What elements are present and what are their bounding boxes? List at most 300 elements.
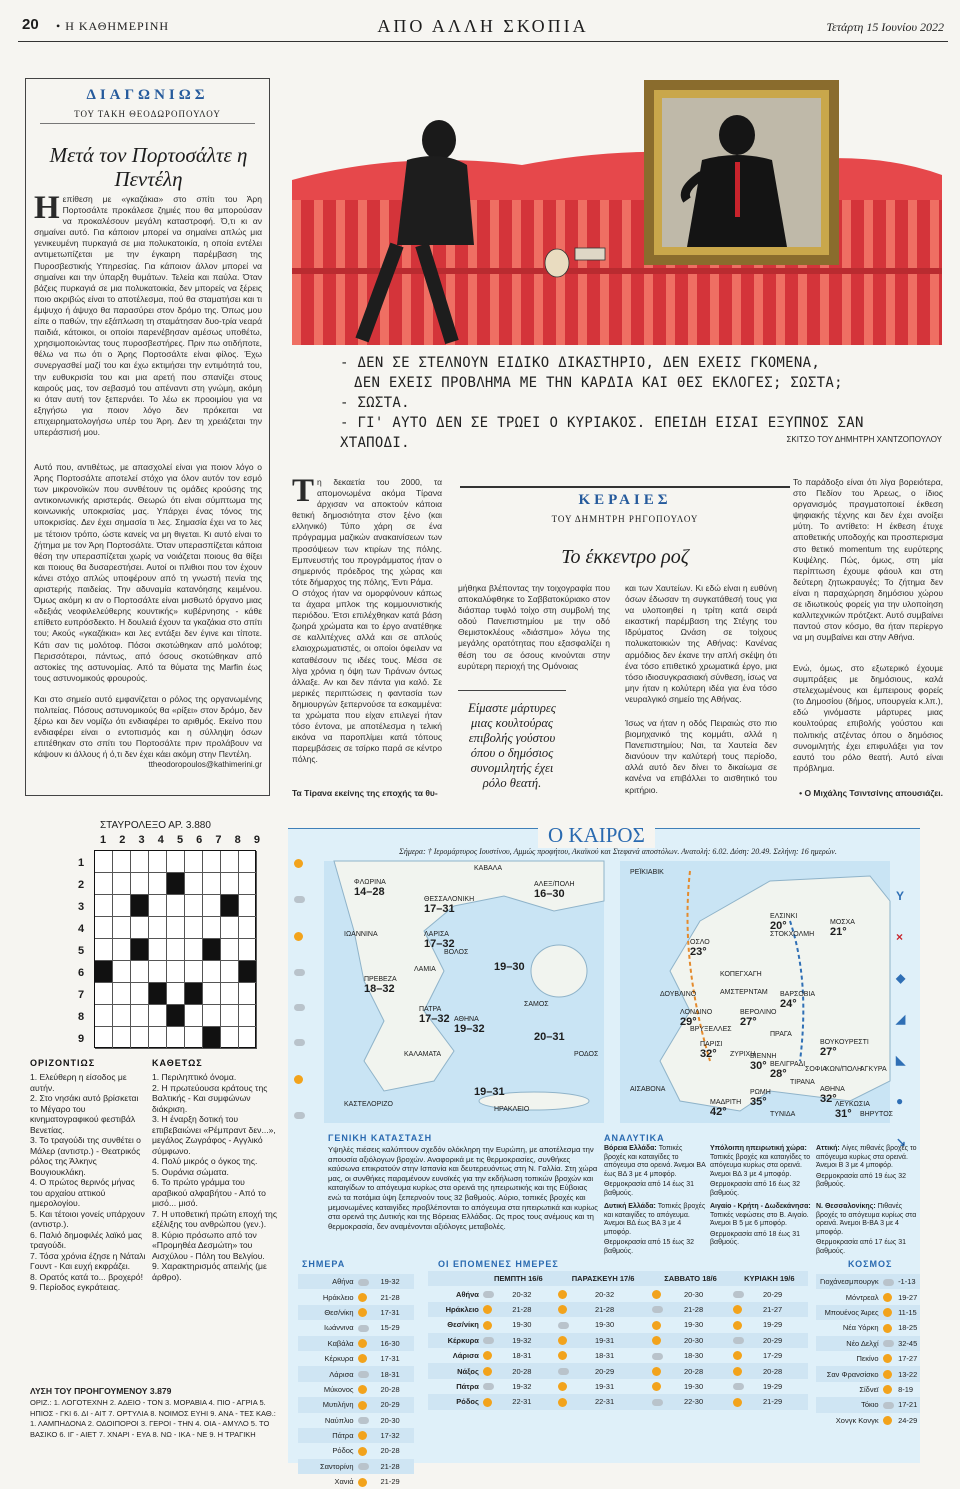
table-cell [481,1286,510,1301]
table-row [298,1413,414,1428]
clue: 4. Ο πρώτος θερινός μήνας του αρχαίου αττικού ημερολογίου. [30,1177,135,1208]
map-city-name: ΛΕΥΚΩΣΙΑ [835,1101,870,1108]
map-city [494,1106,529,1113]
crossword-cell[interactable] [95,983,113,1005]
crossword-cell[interactable] [221,983,239,1005]
table-cell [356,1289,379,1304]
solution-title: ΛΥΣΗ ΤΟΥ ΠΡΟΗΓΟΥΜΕΝΟΥ 3.879 [30,1386,172,1396]
map-city-name: ΜΟΣΧΑ [830,919,855,926]
crossword-cell[interactable] [203,983,221,1005]
crossword-cell[interactable] [113,961,131,983]
crossword-grid[interactable] [94,850,256,1048]
table-cell: Μυτιλήνη [298,1397,356,1412]
table-row [816,1413,920,1428]
table-cell: Μόντρεαλ [845,1292,879,1302]
table-cell [881,1274,896,1289]
detail-card [816,1145,918,1190]
crossword-cell[interactable] [185,939,203,961]
cloud-icon [358,1463,369,1470]
map-city-name: ΠΑΡΙΣΙ [700,1041,723,1048]
crossword-cell[interactable] [131,1005,149,1027]
map-city-name: ΜΑΔΡΙΤΗ [710,1099,742,1106]
article-heading: ΚΕΡΑΙΕΣ [578,492,672,508]
map-city-name: ΚΑΒΑΛΑ [474,865,503,872]
crossword-cell[interactable] [185,961,203,983]
clue: 5. Ουράνια σώματα. [152,1166,229,1177]
map-city [710,1099,741,1118]
wind-icon: ↘ [896,1135,907,1149]
table-cell [881,1289,896,1304]
cloud-icon [558,1322,569,1329]
map-city [344,1101,393,1108]
clue: 6. Παλιό δημοφιλές λαϊκό μας τραγούδι. [30,1229,142,1250]
article-col-1b: Ο στόχος ήταν να ομορφύνουν κάπως τα άχαρα μπλοκ της κομμουνιστικής περιόδου. Έτσι επιλέχθηκαν κατά βάση ζωηρά χρώματα και το έργο ανατέθηκε σε καλλιτέχνες αλλά και σε απλούς ελαιοχρωματιστές, οι οποίοι όφειλαν να καταθέσουν τις ιδέες τους. Μέσα σε λίγα χρόνια η όψη των Τιράνων όντως άλλαξε. Αν και δεν πάντα για καλό. Σε μερικές περιπτώσεις η φαντασία των δημιουργών ξεπερνούσε τα εσκαμμένα: τα χρώματα που είχαν επιλεγεί ήταν τόσο έντονα, με αποτέλεσμα η τελική εικόνα να παροπλίμει κατά τόπους παρεμβάσεις σε τσίρκο παρά σε κέντρο πόλης. [292,588,442,765]
table-cell: 32-45 [896,1336,920,1351]
crossword-cell[interactable] [167,873,185,895]
detail-region: Υπόλοιπη ηπειρωτική χώρα: [710,1145,807,1152]
crossword-cell[interactable] [185,851,203,873]
table-cell: 21-27 [761,1302,808,1317]
map-city-name: ΚΟΠΕΓΧΑΓΗ [720,971,762,978]
table-cell [481,1379,510,1394]
cloud-icon [294,969,305,976]
crossword-cell[interactable] [239,917,257,939]
crossword-cell[interactable] [167,939,185,961]
crossword-cell[interactable] [239,1027,257,1049]
sun-icon [358,1308,367,1317]
detail-region: Ν. Θεσσαλονίκης: [816,1203,878,1210]
map-city-name: ΖΥΡΙΧΗ [730,1051,756,1058]
crossword-cell[interactable] [149,983,167,1005]
sun-icon [652,1336,661,1345]
crossword-cell[interactable] [239,939,257,961]
map-city [534,881,575,900]
column-paragraph-2: Αυτό που, αντιθέτως, με απασχολεί είναι για ποιον λόγο ο Άρης Πορτοσάλτε αποτελεί στόχο για όλον αυτόν τον εσμό των μικρονοϊκών που συνθέτουν τις ομάδες κρούσης της αντικοινωνικής αριστεράς. Θεωρώ ότι είναι σύμπτωμα της κοινωνικής υποκρισίας μας. Υπάρχει ένας τόνος της υποκρισίας. Δεν έχει σημασία τι λες. Σημασία έχει να το λες με τέτοιον τρόπο, ώστε κανείς να μη θιγεται. Κι αυτό είναι το ζήτημα με τον Άρη Πορτοσάλτε. Όταν υπερασπίζεται κάποια θέση την υπερασπίζεται χωρίς να νοιάζεται ποιους θα θίξει και ποιους θα δυσαρεστήσει. Αυτοί οι πλιθιοι που τον έχουν κάνει στόχο απλώς υποφέρουν από τη γνωστή πενία της αριστερής παιδείας. Την αδυναμία κατανόησης κειμένου. Όμως ακόμη κι αν ο Πορτοσάλτε είναι μισθωτό όργανο μιας «δεξιάς νεοφιλελεύθερης κουντικής» κυβέρνησης - κάθε επίθετο ευπρόσδεκτο. Η δουλειά έχουν τα γκαζάκια στο σπίτι του; Ακούς «γκαζάκια» και λες εντάξει δεν έγινε και τίποτε. Κάτι σαν τις μολότοφ. Πόσοι σκοτώθηκαν από μολότοφ; Περισσότεροι, πάντως, από όσους σκοτώθηκαν από αστοκίες της αστυνομίας. Από τα θύματα της Marfin έως τους αστυνομικούς φρουρούς. [34,462,262,683]
table-cell: Μπουένος Άιρες [816,1305,881,1320]
sun-icon [294,1075,303,1084]
detail-temp: Θερμοκρασία από 14 έως 31 βαθμούς. [604,1181,695,1197]
crossword-cell[interactable] [113,939,131,961]
sun-icon [883,1324,892,1333]
table-cell: ΠΕΜΠΤΗ 16/6 [481,1271,556,1286]
crossword-cell[interactable] [203,873,221,895]
table-cell: Νάξος [428,1363,481,1378]
crossword-cell[interactable] [149,961,167,983]
crossword-cell[interactable] [185,917,203,939]
crossword-cell[interactable] [203,917,221,939]
table-cell: 20-28 [761,1363,808,1378]
detail-temp: Θερμοκρασία από 18 έως 31 βαθμούς. [710,1230,801,1247]
weather-subtitle: Σήμερα: † Ιερομάρτυρος Ιουστίνου, Αμμώς προφήτου, Ακαϊκού και Στεφανά αποστόλων. Ανατολή: 6.02. Δύση: 20.49. Σελήνη: 16 ημερών. [399,847,837,856]
crossword-cell[interactable] [95,873,113,895]
crossword-cell[interactable] [221,917,239,939]
map-city [720,971,762,978]
table-row [816,1305,920,1320]
crossword-cell[interactable] [113,851,131,873]
crossword-cell[interactable] [131,983,149,1005]
weather-section [288,823,920,1487]
column-paragraph-1: Ηεπίθεση με «γκαζάκια» στο σπίτι του Άρη Πορτοσάλτε προκάλεσε ζημιές που θα μπορούσαν να προκαλέσουν μεγάλη καταστροφή. Ό,τι κι αν σημαίνει αυτό. Για κάποιον μπορεί να σημαίνει απλώς μια γενικευμένη πυρκαγιά σε μια πολυκατοικία, η οποία εντέλει αντιμετωπίζεται με την έγκαιρη παρέμβαση της Πυροσβεστικής Υπηρεσίας. Για κάποιον άλλον μπορεί να σημαίνει και την ύπαρξη θυμάτων. Τελεία και παύλα. Όταν βάζεις πυρκαγιά σε μια πολυκατοικία, δεν μπορείς να ξέρεις ποιο ακριβώς είναι το αποτέλεσμα, πού θα σταματήσει και τι έμψυχο ή άψυχο θα παρασύρει στον δρόμο της. Όπως μου είπε ο παθών, την εξάπλωση τη σταμάτησαν δυο-τρία νεαρά παιδιά, κάτοικοι, οι οποίοι παρενέβησαν αμέσως υποθέτω, χρησιμοποιώντας τους πυροσβεστήρες. Πριν πω οτιδήποτε, θέλω να πω ότι ο Άρης Πορτοσάλτε είναι φίλος. Έχω συνεργασθεί μαζί του και έχω εκτιμήσει την εντιμότητά του, την ευθυκρισία του και μια αρετή που σπανίζει στους καιρούς μας, τον σεβασμό του απέναντι στη γνώμη, ακόμη κι όταν αυτή τον ξεπερνάει. Το λέω εκ προοιμίου για να εξηγήσω για ποιον λόγο δεν πρόκειται να επιχειρηματολογήσω υπέρ του Άρη. Δεν τη χρειάζεται την υπεράσπισή μου. [34,190,262,437]
table-cell: 18-31 [512,1351,532,1361]
sun-icon [883,1416,892,1425]
table-cell: Ρόδος [428,1394,481,1409]
crossword-cell[interactable] [203,1027,221,1049]
crossword-cell[interactable] [239,873,257,895]
crossword-cell[interactable] [239,961,257,983]
sun-icon [652,1367,661,1376]
table-cell [356,1397,379,1412]
sun-icon [558,1398,567,1407]
cloud-icon [358,1371,369,1378]
table-row [298,1336,414,1351]
map-city-name: ΒΗΡΥΤΟΣ [860,1111,893,1118]
table-cell: Αθήνα [456,1289,479,1299]
cloud-icon [558,1368,569,1375]
map-city [820,1039,869,1058]
crossword-cell[interactable] [185,895,203,917]
map-city-name: ΤΙΡΑΝΑ [790,1079,815,1086]
europe-labels [620,861,893,1123]
crossword-cell[interactable] [95,851,113,873]
map-city-name: ΠΑΤΡΑ [419,1006,442,1013]
table-cell [731,1333,761,1348]
column-title: Μετά τον Πορτοσάλτε η Πεντέλη [49,143,248,191]
sun-icon [294,859,303,868]
crossword-cell[interactable] [167,1027,185,1049]
table-cell: 16-30 [379,1336,415,1351]
table-cell: Κέρκυρα [428,1333,481,1348]
table-cell: 21-29 [761,1394,808,1409]
clue: 9. Περίοδος εγκράτειας. [30,1282,121,1292]
table-cell: 20-28 [380,1384,400,1394]
map-city [860,1066,887,1073]
table-cell [881,1351,896,1366]
crossword-cell[interactable] [95,939,113,961]
table-cell: Θεσ/νίκη [298,1305,356,1320]
table-cell [556,1379,593,1394]
table-cell: 19-27 [898,1292,918,1302]
map-city-temp: 28° [770,1068,787,1080]
table-cell [428,1271,481,1286]
caption-line: - ΔΕΝ ΣΕ ΣΤΕΛΝΟΥΝ ΕΙΔΙΚΟ ΔΙΚΑΣΤΗΡΙΟ, ΔΕΝ ΕΧΕΙΣ ΓΚΟΜΕΝΑ, [340,355,821,371]
clue: 2. Η πρωτεύουσα κράτους της Βαλτικής - Και συμφώνων διάκριση. [152,1082,268,1114]
crossword-cell[interactable] [149,1005,167,1027]
table-row [298,1320,414,1335]
sun-icon [733,1321,742,1330]
crossword-cell[interactable] [149,895,167,917]
table-row [298,1351,414,1366]
table-cell: 17-31 [379,1305,415,1320]
col-num: 1 [100,834,107,846]
table-row [428,1302,808,1317]
table-cell: Νέα Υόρκη [842,1323,879,1333]
detail-card [710,1203,812,1248]
cloud-icon [652,1399,663,1406]
crossword-cell[interactable] [149,1027,167,1049]
crossword-cell[interactable] [131,917,149,939]
clue: 6. Το πρώτο γράμμα του αραβικού αλφαβήτου - Από το μισό... μισό. [152,1177,266,1208]
crossword-cell[interactable] [95,1005,113,1027]
column-email: ttheodoropoulos@kathimerini.gr [148,760,262,769]
table-row [816,1320,920,1335]
detail-card [604,1145,706,1199]
crossword-cell[interactable] [113,983,131,1005]
article-col-2: μήθηκα βλέποντας την τοιχογραφία που αποκαλύφθηκε το Σαββατοκύριακο στον διάσπαρ τυφλό τοίχο στη συμβολή της οδού Πανεπιστημίου με την οδό Θεμιστοκλέους «διάσπμο» λόγω της μεγάλης ορατότητας που εξασφαλίζει η θέση του σε όσους κινούνται στην ευρύτερη περιοχή της Ομόνοιας [458,583,610,671]
crossword-cell[interactable] [149,851,167,873]
column-paragraph-3: Και στο σημείο αυτό εμφανίζεται ο ρόλος της οργανωμένης πολιτείας. Πόσους αστυνομικούς θα «ρίξει» στον δρόμο, δεν ξέρω και δεν νομίζω ότι ενδιαφέρει το αριθμός. Εκείνο που ενδιαφέρει είναι ο εντοπισμός και η σύλληψη όσων επιτέθηκαν στο σπίτι του Πορτοσάλτε πριν προλάβουν να κάψουν κι άλλους ή ό,τι δεν έχει κάει ακόμη στην Πεντέλη. [34,694,262,760]
sun-icon [558,1305,567,1314]
table-cell: 17-21 [896,1397,920,1412]
table-cell: 17-29 [762,1351,783,1361]
crossword-cell[interactable] [185,983,203,1005]
table-cell [356,1351,379,1366]
crossword-cell[interactable] [131,939,149,961]
map-city-name: ΑΓΚΥΡΑ [860,1066,887,1073]
table-cell [481,1348,510,1363]
table-cell [650,1394,681,1409]
map-city-temp: 20° [770,920,787,932]
table-cell: 22-31 [510,1394,555,1409]
map-city-name: ΗΡΑΚΛΕΙΟ [494,1106,530,1113]
map-city-name: ΒΕΡΟΛΙΝΟ [740,1009,777,1016]
crossword-cell[interactable] [203,851,221,873]
crossword-cell[interactable] [113,917,131,939]
crossword-cell[interactable] [95,961,113,983]
article-col-4b: Ενώ, όμως, στο εξωτερικό έχουμε συμπράξεις με δημόσιους, καλά στελεχωμένους και έμπειρους φορείς (το Δημοσίου (δήμος, υπουργεία κ.λπ.), εδώ γινόμαστε μάρτυρες μιας κουλτούρας επιβολής γούστου και πολιτικής ατζέντας όπου ο δημόσιος συνομιλητής έχει επιφυλάξει για τον εαυτό του ρόλο θεατή. Αυτό είναι πρόβλημα. [793,663,943,773]
table-cell [650,1286,681,1301]
crossword-title: ΣΤΑΥΡΟΛΕΞΟ ΑΡ. 3.880 [100,820,211,831]
table-cell: 19-30 [683,1381,704,1391]
sun-icon [558,1382,567,1391]
article-sign: • Ο Μιχάλης Τσιντσίνης απουσιάζει. [799,788,943,798]
crossword-cell[interactable] [185,1005,203,1027]
crossword-cell[interactable] [221,961,239,983]
divider [40,123,255,124]
row-num: 7 [78,989,85,1001]
table-cell: ΣΑΒΒΑΤΟ 18/6 [650,1271,730,1286]
map-city-temp: 16–30 [534,888,565,900]
map-city [770,1111,795,1118]
table-cell [881,1305,896,1320]
detail-text: Πιθανές βροχές το απόγευμα κυρίως στα ορεινά. Άνεμοι Β-ΒΑ 3 με 4 μποφόρ. [816,1203,917,1236]
sun-icon [883,1308,892,1317]
sun-icon [483,1398,492,1407]
table-cell [556,1286,593,1301]
storm-icon: × [896,930,904,944]
caption-line: - ΓΙ' ΑΥΤΟ ΔΕΝ ΣΕ ΤΡΩΕΙ Ο ΚΥΡΙΑΚΟΣ. ΕΠΕΙΔΗ ΕΙΣΑΙ ΕΞΥΠΝΟΣ ΣΑΝ ΧΤΑΠΟΔΙ. [340,415,864,451]
sun-icon [483,1367,492,1376]
general-title: ΓΕΝΙΚΗ ΚΑΤΑΣΤΑΣΗ [328,1133,433,1143]
table-row [816,1351,920,1366]
map-city [354,879,386,898]
general-text: Υψηλές πιέσεις καλύπτουν σχεδόν ολόκληρη την Ευρώπη, με αποτέλεσμα την απουσία αξιόλογων βροχών. Αναφορικά με τις θερμοκρασίες, συνθήκες καύσωνα επικρατούν στην Ισπανία και δευτερευόντως στη Ν. Γαλλία. Στη χώρα μας, οι συνθήκες παραμένουν ευνοϊκές για την εκδήλωση τοπικών βροχών και καταιγίδων το απόγευμα κυρίως στα ορεινά της ηπειρωτικής και της Εύβοιας ενώ τα ποτάμια ύψη ξεπερνούν τους 32 βαθμούς. Αύριο, τοπικές βροχές και μεμονωμένες καταιγίδες προβλέπονται το απόγευμα στα ηπειρωτικά και κυρίως στα ορεινά της Δυτικής και της Βόρειας Ελλάδας. Ως προς τους ανέμους και τη θερμοκρασία, δεν αναμένονται αξιόλογες μεταβολές. [328,1145,598,1231]
table-cell [556,1333,593,1348]
cloud-icon [733,1291,744,1298]
table-cell: 21-28 [380,1292,400,1302]
map-city-temp: 19–32 [454,1023,485,1035]
crossword-cell[interactable] [221,1027,239,1049]
front-icon: ◢ [896,1012,906,1026]
legend-right [896,889,918,1149]
crossword-cell[interactable] [131,1027,149,1049]
crossword-cell[interactable] [167,895,185,917]
table-cell: 19-29 [762,1320,783,1330]
crossword-cell[interactable] [167,961,185,983]
crossword-cell[interactable] [113,1005,131,1027]
table-cell [556,1317,593,1332]
map-city-temp: 21° [830,926,847,938]
table-row [428,1379,808,1394]
map-city-name: ΒΡΥΞΕΛΛΕΣ [690,1026,732,1033]
across-clues [30,1072,148,1293]
crossword-cell[interactable] [131,873,149,895]
crossword-cell[interactable] [95,895,113,917]
map-city-temp: 17–32 [419,1013,450,1025]
cartoon-credit: ΣΚΙΤΣΟ ΤΟΥ ΔΗΜΗΤΡΗ ΧΑΝΤΖΟΠΟΥΛΟΥ [786,435,942,444]
cloud-icon [358,1417,369,1424]
crossword-cell[interactable] [113,873,131,895]
crossword-cell[interactable] [131,895,149,917]
crossword-cell[interactable] [239,1005,257,1027]
row-num: 3 [78,901,85,913]
across-title: ΟΡΙΖΟΝΤΙΩΣ [30,1058,96,1068]
map-city-name: ΛΟΝΔΙΝΟ [680,1009,713,1016]
crossword-cell[interactable] [149,939,167,961]
table-cell: Σίδνεϊ [859,1384,879,1394]
table-cell [650,1302,681,1317]
crossword-cell[interactable] [149,917,167,939]
crossword-cell[interactable] [167,1005,185,1027]
crossword-cell[interactable] [221,851,239,873]
divider [460,486,790,488]
crossword-cell[interactable] [203,895,221,917]
detail-region: Βόρεια Ελλάδα: [604,1145,659,1152]
map-city-name: ΤΥΝΙΔΑ [770,1111,796,1118]
table-cell: 20-30 [682,1333,731,1348]
crossword-cell[interactable] [239,851,257,873]
table-row [428,1363,808,1378]
map-city [770,913,797,932]
crossword-cell[interactable] [113,1027,131,1049]
sun-icon [883,1293,892,1302]
crossword-cell[interactable] [203,939,221,961]
table-cell: Χανιά [334,1477,354,1487]
crossword-cell[interactable] [221,873,239,895]
table-row [298,1289,414,1304]
table-cell: 24-29 [898,1415,918,1425]
cloud-icon [358,1279,369,1286]
table-cell [356,1320,379,1335]
table-cell: 18-31 [379,1366,415,1381]
map-city [574,1051,598,1058]
world-title: ΚΟΣΜΟΣ [848,1259,893,1269]
col-num: 3 [138,834,145,846]
map-city-temp: 24° [780,998,797,1010]
map-city-name: ΡΟΔΟΣ [574,1051,599,1058]
sun-icon [733,1305,742,1314]
crossword-cell[interactable] [95,917,113,939]
table-row [428,1394,808,1409]
table-cell: Ηράκλειο [428,1302,481,1317]
crossword-cell[interactable] [221,1005,239,1027]
table-cell [731,1363,761,1378]
cloud-icon [883,1402,894,1409]
map-city-name: ΦΛΩΡΙΝΑ [354,879,386,886]
table-cell [356,1443,379,1458]
map-city-name: ΡΕΪΚΙΑΒΙΚ [630,869,664,876]
table-cell: 20-29 [593,1363,651,1378]
crossword-cell[interactable] [167,851,185,873]
detail-region: Αιγαίο - Κρήτη - Δωδεκάνησα: [710,1203,811,1210]
map-city-name: ΒΟΥΚΟΥΡΕΣΤΙ [820,1039,869,1046]
crossword-cell[interactable] [239,983,257,1005]
crossword-cell[interactable] [113,895,131,917]
clue: 3. Το τραγούδι της συνθέτει ο Μάλερ (αντιστρ.) - Θεατρικός ρόλος της Άλκηνς Βουγιουκλάκη. [30,1135,141,1177]
crossword-cell[interactable] [95,1027,113,1049]
crossword-cell[interactable] [221,939,239,961]
crossword-cell[interactable] [203,961,221,983]
map-city-name: ΒΟΛΟΣ [444,949,469,956]
crossword-cell[interactable] [149,873,167,895]
sun-icon [558,1351,567,1360]
crossword-cell[interactable] [131,961,149,983]
crossword-cell[interactable] [203,1005,221,1027]
map-city-temp: 27° [820,1046,837,1058]
table-cell: 20-29 [761,1333,808,1348]
table-cell: 20-28 [380,1446,400,1456]
table-cell: Ρόδος [332,1446,354,1456]
table-row [298,1382,414,1397]
detail-temp: Θερμοκρασία από 15 έως 32 βαθμούς. [604,1239,695,1255]
table-cell: -1-13 [896,1274,920,1289]
table-cell: 20-30 [683,1289,704,1299]
detail-temp: Θερμοκρασία από 16 έως 32 βαθμούς. [710,1181,801,1197]
map-city-name: ΛΑΜΙΑ [414,966,436,973]
detail-region: Δυτική Ελλάδα: [604,1203,658,1210]
table-cell: Θεσ/νίκη [447,1320,479,1330]
table-cell: Μύκονος [323,1384,354,1394]
row-num: 9 [78,1033,85,1045]
table-cell [881,1320,896,1335]
table-cell [650,1379,681,1394]
crossword-cell[interactable] [131,851,149,873]
crossword-cell[interactable] [221,895,239,917]
crossword-cell[interactable] [185,1027,203,1049]
cloud-icon [358,1325,369,1332]
map-city [424,931,455,950]
detail-card [816,1203,918,1257]
map-city-temp: 14–28 [354,886,385,898]
table-row [298,1397,414,1412]
map-city-temp: 17–32 [424,938,455,950]
crossword-cell[interactable] [167,983,185,1005]
table-row [816,1336,920,1351]
map-temp-label: 19–31 [474,1086,505,1098]
cloud-icon [733,1337,744,1344]
crossword-cell[interactable] [185,873,203,895]
crossword-cell[interactable] [239,895,257,917]
table-row [816,1366,920,1381]
sun-icon [358,1354,367,1363]
map-city-name: ΚΑΣΤΕΛΟΡΙΖΟ [344,1101,393,1108]
table-cell: 17-31 [380,1354,400,1364]
table-cell: Γιοχάνεσμπουργκ [816,1274,881,1289]
column-byline: ΤΟΥ ΤΑΚΗ ΘΕΟΔΩΡΟΠΟΥΛΟΥ [74,109,221,119]
today-title: ΣΗΜΕΡΑ [302,1259,346,1269]
crossword-cell[interactable] [167,917,185,939]
map-city-temp: 29° [680,1016,697,1028]
table-cell: 18-25 [898,1323,918,1333]
